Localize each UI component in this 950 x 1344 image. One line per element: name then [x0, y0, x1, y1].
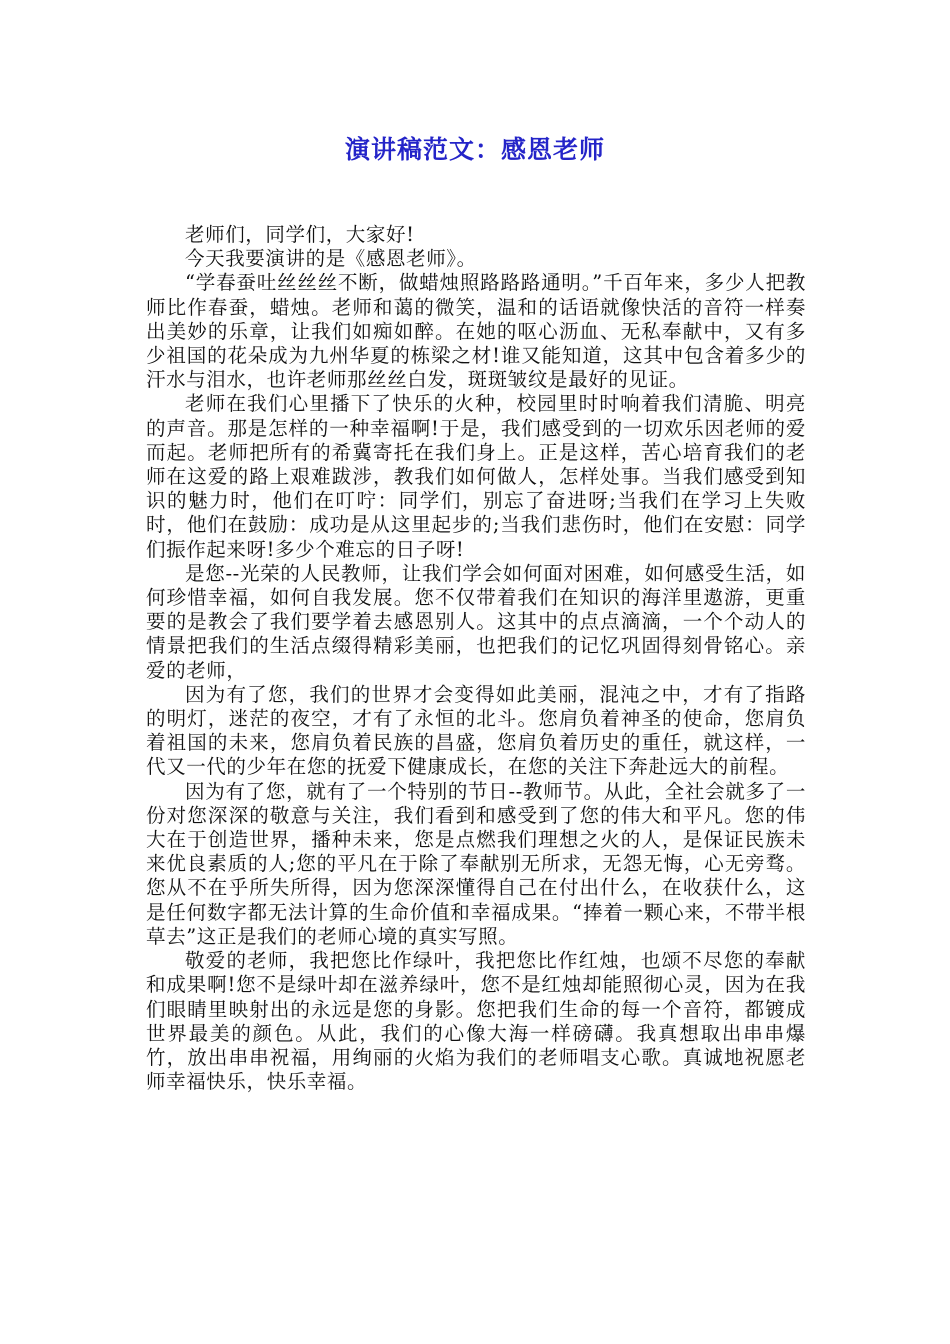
paragraph-teachers-day: 因为有了您，就有了一个特别的节日--教师节。从此，全社会就多了一份对您深深的敬意与关注，我们看到和感受到了您的伟大和平凡。您的伟大在于创造世界，播种未来，您是点燃我们理想之火的人，是保证民族未来优良素质的人;您的平凡在于除了奉献别无所求，无怨无悔，心无旁骛。您从不在乎所失所得，因为您深深懂得自己在付出什么，在收获什么，这是任何数字都无法计算的生命价值和幸福成果。“捧着一颗心来，不带半根草去”这正是我们的老师心境的真实写照。	[146, 779, 806, 948]
document-body	[146, 223, 806, 1094]
paragraph-greeting: 老师们，同学们，大家好!	[185, 223, 415, 246]
paragraph-because-of-you: 因为有了您，我们的世界才会变得如此美丽，混沌之中，才有了指路的明灯，迷茫的夜空，才有了永恒的北斗。您肩负着神圣的使命，您肩负着祖国的未来，您肩负着民族的昌盛，您肩负着历史的重任，就这样，一代又一代的少年在您的抚爱下健康成长，在您的关注下奔赴远大的前程。	[146, 682, 806, 779]
paragraph-topic: 今天我要演讲的是《感恩老师》。	[185, 247, 477, 271]
paragraph-glorious-teacher: 是您--光荣的人民教师，让我们学会如何面对困难，如何感受生活，如何珍惜幸福，如何自我发展。您不仅带着我们在知识的海洋里遨游，更重要的是教会了我们要学着去感恩别人。这其中的点点滴滴，一个个动人的情景把我们的生活点缀得精彩美丽，也把我们的记忆巩固得刻骨铭心。亲爱的老师，	[146, 561, 806, 682]
document-title: 演讲稿范文：感恩老师	[344, 135, 605, 164]
paragraph-silkworm-candle: “学春蚕吐丝丝丝不断，做蜡烛照路路路通明。”千百年来，多少人把教师比作春蚕，蜡烛。老师和蔼的微笑，温和的话语就像快活的音符一样奏出美妙的乐章，让我们如痴如醉。在她的呕心沥血、无私奉献中，又有多少祖国的花朵成为九州华夏的栋梁之材!谁又能知道，这其中包含着多少的汗水与泪水，也许老师那丝丝白发，斑斑皱纹是最好的见证。	[146, 271, 806, 392]
paragraph-closing: 敬爱的老师，我把您比作绿叶，我把您比作红烛，也颂不尽您的奉献和成果啊!您不是绿叶却在滋养绿叶，您不是红烛却能照彻心灵，因为在我们眼睛里映射出的永远是您的身影。您把我们生命的每一个音符，都镀成世界最美的颜色。从此，我们的心像大海一样磅礴。我真想取出串串爆竹，放出串串祝福，用绚丽的火焰为我们的老师唱支心歌。真诚地祝愿老师幸福快乐，快乐幸福。	[146, 949, 806, 1094]
paragraph-spark-of-joy: 老师在我们心里播下了快乐的火种，校园里时时响着我们清脆、明亮的声音。那是怎样的一种幸福啊!于是，我们感受到的一切欢乐因老师的爱而起。老师把所有的希冀寄托在我们身上。正是这样，苦心培育我们的老师在这爱的路上艰难跋涉，教我们如何做人，怎样处事。当我们感受到知识的魅力时，他们在叮咛：同学们，别忘了奋进呀;当我们在学习上失败时，他们在鼓励：成功是从这里起步的;当我们悲伤时，他们在安慰：同学们振作起来呀!多少个难忘的日子呀!	[146, 392, 806, 561]
